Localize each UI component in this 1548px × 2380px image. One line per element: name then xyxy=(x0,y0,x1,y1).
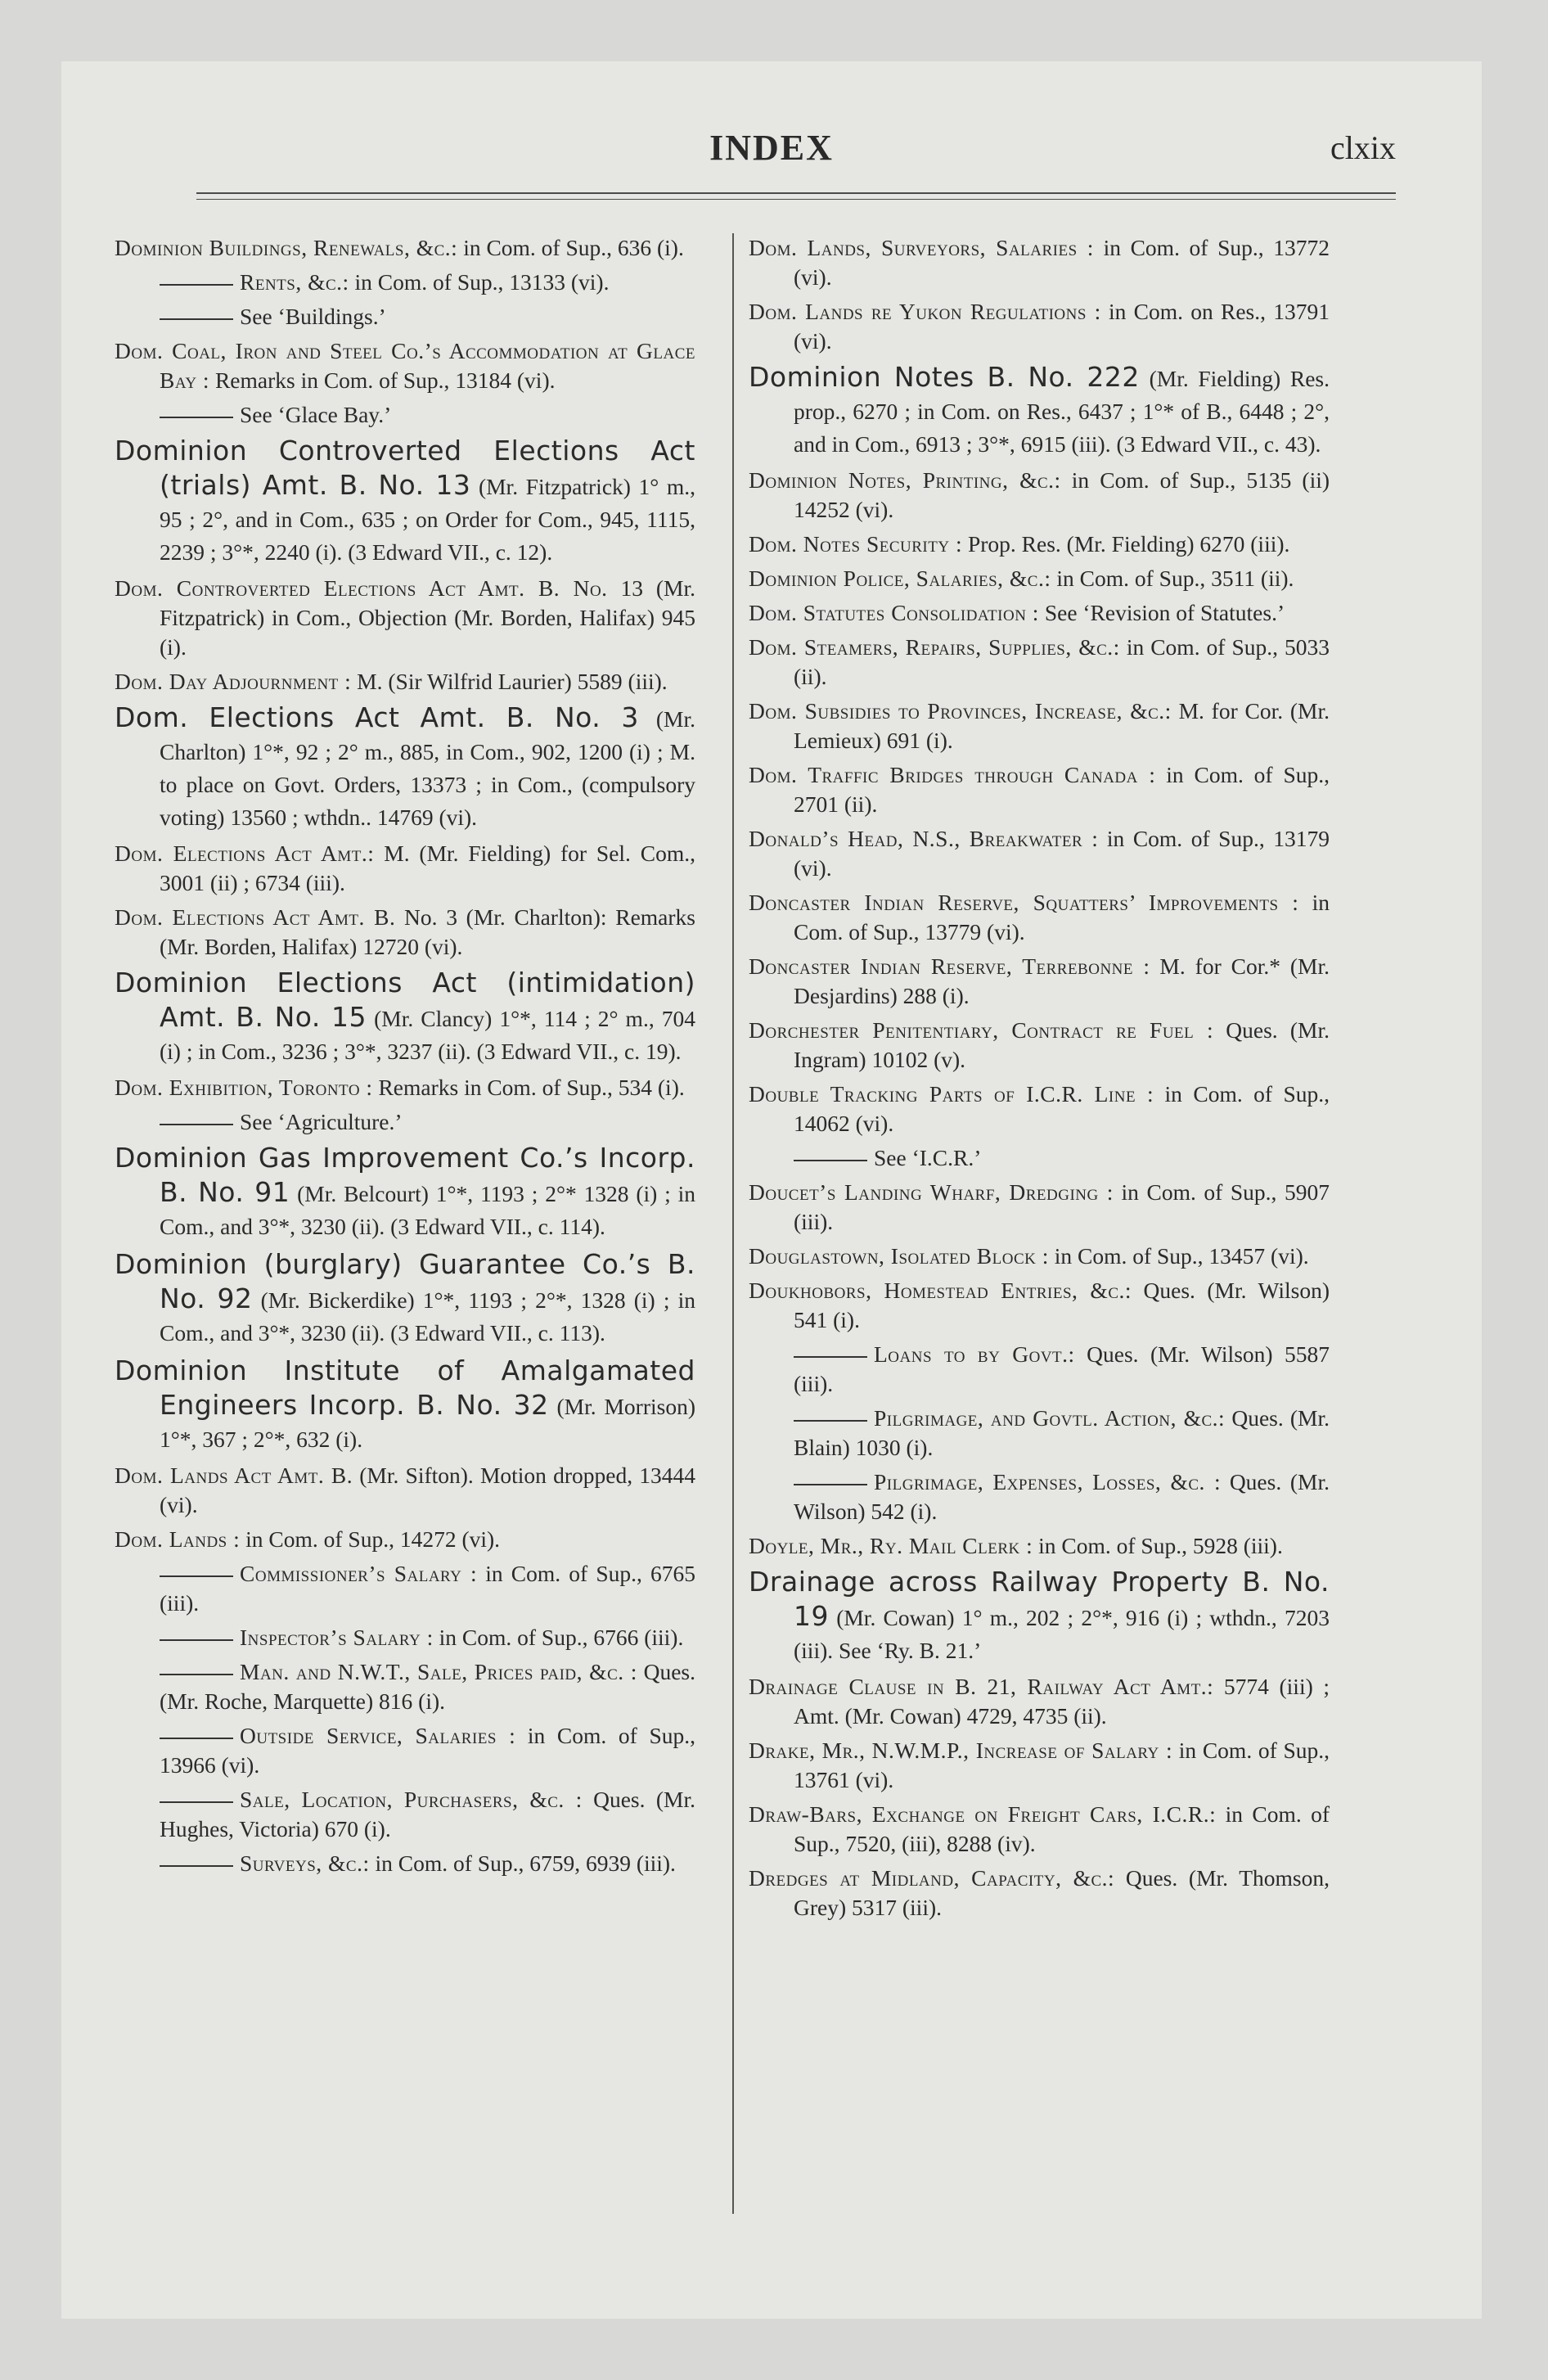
entry-references: M. (Sir Wilfrid Laurier) 5589 (iii). xyxy=(351,669,668,694)
entry-references: in Com. of Sup., 13133 (vi). xyxy=(349,269,610,295)
index-entry xyxy=(749,1178,1330,1237)
header-rule xyxy=(196,192,1396,194)
entry-references: See ‘Glace Bay.’ xyxy=(240,402,392,427)
entry-references: in Com. of Sup., 2701 (ii). xyxy=(794,762,1330,817)
index-entry xyxy=(749,1672,1330,1731)
entry-heading: Inspector’s Salary : xyxy=(240,1625,434,1650)
entry-references: in Com. of Sup., 13457 (vi). xyxy=(1048,1243,1309,1269)
entry-heading: Dom. Statutes Consolidation : xyxy=(749,600,1039,625)
index-entry xyxy=(115,701,695,834)
entry-references: (Mr. Fitzpatrick) 1° m., 95 ; 2°, and in Com., 635 ; on Order for Com., 945, 1115, 2239 ; 3°*, 2240 (i). (3 Edward VII., c. 12). xyxy=(160,474,695,565)
entry-references: 13 (Mr. Fitzpatrick) in Com., Objection (Mr. Borden, Halifax) 945 (i). xyxy=(160,575,695,660)
entry-references: in Com. of Sup., 5033 (ii). xyxy=(794,634,1330,689)
entry-references: Ques. (Mr. Roche, Marquette) 816 (i). xyxy=(160,1659,695,1714)
entry-references: (Mr. Belcourt) 1°*, 1193 ; 2°* 1328 (i) ; in Com., and 3°*, 3230 (ii). (3 Edward VII., c. 114). xyxy=(160,1181,696,1239)
entry-heading: Drainage across Railway Property B. No. 19 xyxy=(749,1566,1330,1632)
entry-references: (Mr. Sifton). Motion dropped, 13444 (vi). xyxy=(160,1463,695,1517)
entry-references: See ‘Buildings.’ xyxy=(240,304,386,329)
entry-references: in Com. of Sup., 13772 (vi). xyxy=(794,235,1330,290)
entry-references: in Com. of Sup., 6759, 6939 (iii). xyxy=(369,1850,676,1876)
index-subentry xyxy=(115,1849,695,1878)
index-entry xyxy=(115,839,695,898)
index-subentry xyxy=(115,1657,695,1716)
index-subentry xyxy=(115,302,695,331)
index-entry xyxy=(115,1355,695,1456)
entry-references: Ques. (Mr. Wilson) 542 (i). xyxy=(794,1469,1330,1524)
entry-heading: Dominion Buildings, Renewals, &c.: xyxy=(115,235,458,260)
entry-heading: Doncaster Indian Reserve, Terrebonne : xyxy=(749,953,1150,979)
index-entry xyxy=(115,667,695,696)
entry-references: in Com. of Sup., 13966 (vi). xyxy=(160,1723,695,1778)
index-entry xyxy=(749,1242,1330,1271)
entry-heading: Dominion Notes, Printing, &c.: xyxy=(749,467,1061,493)
ditto-dash xyxy=(160,1738,233,1739)
column-divider xyxy=(732,233,734,2214)
entry-heading: Dom. Exhibition, Toronto : xyxy=(115,1075,373,1100)
entry-references: Ques. (Mr. Thomson, Grey) 5317 (iii). xyxy=(794,1865,1330,1920)
entry-heading: Man. and N.W.T., Sale, Prices paid, &c. : xyxy=(240,1659,637,1684)
running-title: INDEX xyxy=(709,128,834,168)
entry-heading: Dom. Notes Security : xyxy=(749,531,963,557)
entry-heading: Dom. Steamers, Repairs, Supplies, &c.: xyxy=(749,634,1120,660)
header-rule-thin xyxy=(196,199,1396,200)
entry-references: in Com. of Sup., 5928 (iii). xyxy=(1033,1533,1283,1558)
index-entry xyxy=(115,1461,695,1520)
index-entry xyxy=(115,435,695,569)
ditto-dash xyxy=(794,1160,867,1161)
index-entry xyxy=(749,1276,1330,1335)
entry-references: Remarks in Com. of Sup., 534 (i). xyxy=(372,1075,685,1100)
index-entry xyxy=(749,696,1330,755)
ditto-dash xyxy=(160,1575,233,1577)
entry-heading: Rents, &c.: xyxy=(240,269,349,295)
entry-heading: Draw-Bars, Exchange on Freight Cars, I.C.R.: xyxy=(749,1801,1217,1827)
entry-heading: Dom. Lands Act Amt. B. xyxy=(115,1463,353,1488)
index-entry xyxy=(749,952,1330,1011)
entry-references: M. for Cor. (Mr. Lemieux) 691 (i). xyxy=(794,698,1330,753)
entry-heading: Surveys, &c.: xyxy=(240,1850,370,1876)
index-entry xyxy=(115,1142,695,1243)
ditto-dash xyxy=(160,1639,233,1641)
entry-heading: Loans to by Govt.: xyxy=(874,1341,1075,1367)
index-subentry xyxy=(115,1623,695,1652)
ditto-dash xyxy=(160,417,233,418)
index-entry xyxy=(115,1248,695,1350)
entry-heading: Dom. Elections Act Amt.: xyxy=(115,841,375,866)
index-entry xyxy=(115,1073,695,1102)
index-entry xyxy=(749,1531,1330,1561)
entry-references: Ques. (Mr. Ingram) 10102 (v). xyxy=(794,1017,1330,1072)
entry-references: in Com. of Sup., 14062 (vi). xyxy=(794,1081,1330,1136)
entry-references: Ques. (Mr. Wilson) 541 (i). xyxy=(794,1278,1330,1332)
entry-references: (Mr. Charlton) 1°*, 92 ; 2° m., 885, in Com., 902, 1200 (i) ; M. to place on Govt. Orders, 13373 ; in Com., (compulsory voting) 13560 ; wthdn.. 14769 (vi). xyxy=(160,706,696,830)
entry-references: in Com. of Sup., 7520, (iii), 8288 (iv). xyxy=(794,1801,1330,1856)
entry-references: (Mr. Bickerdike) 1°*, 1193 ; 2°*, 1328 (i) ; in Com., and 3°*, 3230 (ii). (3 Edward VII., c. 113). xyxy=(160,1287,695,1346)
entry-heading: Dominion (burglary) Guarantee Co.’s B. No. 92 xyxy=(115,1248,695,1314)
index-entry xyxy=(749,598,1330,628)
index-entry xyxy=(749,1016,1330,1075)
entry-references: Prop. Res. (Mr. Fielding) 6270 (iii). xyxy=(962,531,1290,557)
entry-heading: Doucet’s Landing Wharf, Dredging : xyxy=(749,1179,1114,1205)
entry-references: 5774 (iii) ; Amt. (Mr. Cowan) 4729, 4735 (ii). xyxy=(794,1674,1330,1729)
entry-references: Ques. (Mr. Blain) 1030 (i). xyxy=(794,1405,1330,1460)
entry-heading: Pilgrimage, Expenses, Losses, &c. : xyxy=(874,1469,1222,1494)
entry-references: (Mr. Clancy) 1°*, 114 ; 2° m., 704 (i) ; in Com., 3236 ; 3°*, 3237 (ii). (3 Edward VII., c. 19). xyxy=(160,1006,695,1064)
entry-references: (Mr. Morrison) 1°*, 367 ; 2°*, 632 (i). xyxy=(160,1394,695,1452)
entry-heading: Dominion Elections Act (intimidation) Amt. B. No. 15 xyxy=(115,967,695,1033)
entry-heading: Dominion Notes B. No. 222 xyxy=(749,361,1140,393)
entry-heading: Doyle, Mr., Ry. Mail Clerk : xyxy=(749,1533,1033,1558)
entry-heading: Dominion Controverted Elections Act (trials) Amt. B. No. 13 xyxy=(115,435,695,501)
index-entry xyxy=(749,233,1330,292)
entry-references: in Com. of Sup., 6766 (iii). xyxy=(433,1625,684,1650)
entry-heading: Doncaster Indian Reserve, Squatters’ Improvements : xyxy=(749,890,1299,915)
index-entry xyxy=(749,888,1330,947)
entry-heading: Dom. Lands re Yukon Regulations : xyxy=(749,299,1101,324)
index-subentry xyxy=(115,1107,695,1137)
entry-references: in Com. of Sup., 6765 (iii). xyxy=(160,1561,695,1616)
entry-references: M. for Cor.* (Mr. Desjardins) 288 (i). xyxy=(794,953,1330,1008)
index-subentry xyxy=(115,1559,695,1618)
ditto-dash xyxy=(794,1484,867,1485)
index-subentry xyxy=(749,1467,1330,1526)
index-entry xyxy=(749,1864,1330,1922)
entry-references: M. (Mr. Fielding) for Sel. Com., 3001 (ii) ; 6734 (iii). xyxy=(160,841,695,895)
entry-heading: Dom. Coal, Iron and Steel Co.’s Accommodation at Glace Bay : xyxy=(115,338,695,393)
entry-references: (Mr. Cowan) 1° m., 202 ; 2°*, 916 (i) ; wthdn., 7203 (iii). See ‘Ry. B. 21.’ xyxy=(794,1605,1330,1663)
index-subentry xyxy=(115,1721,695,1780)
index-entry xyxy=(749,564,1330,593)
scanned-page xyxy=(61,61,1482,2319)
entry-references: in Com. of Sup., 636 (i). xyxy=(457,235,684,260)
entry-heading: Drainage Clause in B. 21, Railway Act Amt.: xyxy=(749,1674,1214,1699)
entry-heading: Dom. Subsidies to Provinces, Increase, &c.: xyxy=(749,698,1172,723)
entry-heading: Dom. Controverted Elections Act Amt. B. No. xyxy=(115,575,608,601)
entry-references: No. 3 (Mr. Charlton): Remarks (Mr. Borden, Halifax) 12720 (vi). xyxy=(160,904,695,959)
entry-heading: Dom. Day Adjournment : xyxy=(115,669,352,694)
ditto-dash xyxy=(160,284,233,286)
page-number: clxix xyxy=(1330,129,1396,166)
ditto-dash xyxy=(160,1124,233,1125)
index-entry xyxy=(749,824,1330,883)
index-subentry xyxy=(115,400,695,430)
entry-references: in Com. of Sup., 5907 (iii). xyxy=(794,1179,1330,1234)
entry-heading: Outside Service, Salaries : xyxy=(240,1723,516,1748)
index-subentry xyxy=(115,1785,695,1844)
ditto-dash xyxy=(160,1865,233,1867)
entry-references: in Com. of Sup., 13779 (vi). xyxy=(794,890,1330,944)
entry-references: See ‘Agriculture.’ xyxy=(240,1109,403,1134)
entry-references: in Com. of Sup., 3511 (ii). xyxy=(1051,566,1294,591)
index-entry xyxy=(749,1800,1330,1859)
entry-references: (Mr. Fielding) Res. prop., 6270 ; in Com. on Res., 6437 ; 1°* of B., 6448 ; 2°, and in Com., 6913 ; 3°*, 6915 (iii). (3 Edward VII., c. 43). xyxy=(794,366,1330,457)
entry-heading: Dorchester Penitentiary, Contract re Fuel : xyxy=(749,1017,1214,1043)
index-entry xyxy=(115,336,695,395)
entry-references: Ques. (Mr. Wilson) 5587 (iii). xyxy=(794,1341,1330,1396)
entry-references: See ‘I.C.R.’ xyxy=(874,1145,982,1170)
page-header xyxy=(61,127,1482,192)
ditto-dash xyxy=(794,1356,867,1358)
ditto-dash xyxy=(160,1674,233,1675)
entry-heading: Dominion Institute of Amalgamated Engineers Incorp. B. No. 32 xyxy=(115,1355,695,1421)
index-entry xyxy=(115,574,695,662)
index-entry xyxy=(749,466,1330,525)
index-entry xyxy=(115,967,695,1068)
entry-references: in Com. of Sup., 13761 (vi). xyxy=(794,1738,1330,1792)
entry-heading: Double Tracking Parts of I.C.R. Line : xyxy=(749,1081,1154,1107)
ditto-dash xyxy=(160,318,233,320)
entry-heading: Dom. Elections Act Amt. B. xyxy=(115,904,396,930)
entry-references: See ‘Revision of Statutes.’ xyxy=(1038,600,1285,625)
entry-heading: Doukhobors, Homestead Entries, &c.: xyxy=(749,1278,1132,1303)
entry-heading: Dom. Traffic Bridges through Canada : xyxy=(749,762,1156,787)
entry-heading: Donald’s Head, N.S., Breakwater : xyxy=(749,826,1099,851)
entry-heading: Dominion Police, Salaries, &c.: xyxy=(749,566,1051,591)
index-entry xyxy=(749,297,1330,356)
entry-heading: Dom. Lands : xyxy=(115,1526,241,1552)
index-subentry xyxy=(749,1404,1330,1463)
entry-heading: Commissioner’s Salary : xyxy=(240,1561,478,1586)
index-entry xyxy=(749,361,1330,461)
ditto-dash xyxy=(160,1801,233,1803)
index-entry xyxy=(749,633,1330,692)
ditto-dash xyxy=(794,1420,867,1422)
index-subentry xyxy=(749,1143,1330,1173)
entry-heading: Douglastown, Isolated Block : xyxy=(749,1243,1049,1269)
index-entry xyxy=(115,903,695,962)
index-subentry xyxy=(115,268,695,297)
index-entry xyxy=(749,1566,1330,1667)
left-column xyxy=(115,233,695,1883)
entry-references: Remarks in Com. of Sup., 13184 (vi). xyxy=(209,367,556,393)
entry-heading: Dom. Elections Act Amt. B. No. 3 xyxy=(115,701,639,733)
index-entry xyxy=(749,760,1330,819)
entry-references: in Com. on Res., 13791 (vi). xyxy=(794,299,1330,354)
entry-heading: Sale, Location, Purchasers, &c. : xyxy=(240,1787,583,1812)
index-entry xyxy=(749,1080,1330,1138)
entry-heading: Dom. Lands, Surveyors, Salaries : xyxy=(749,235,1094,260)
index-entry xyxy=(749,1736,1330,1795)
right-column xyxy=(749,233,1330,1927)
index-subentry xyxy=(749,1340,1330,1399)
entry-heading: Pilgrimage, and Govtl. Action, &c.: xyxy=(874,1405,1226,1431)
entry-references: in Com. of Sup., 13179 (vi). xyxy=(794,826,1330,881)
entry-heading: Dredges at Midland, Capacity, &c.: xyxy=(749,1865,1115,1891)
entry-references: Ques. (Mr. Hughes, Victoria) 670 (i). xyxy=(160,1787,695,1841)
index-entry xyxy=(115,233,695,263)
index-entry xyxy=(749,530,1330,559)
entry-heading: Dominion Gas Improvement Co.’s Incorp. B. No. 91 xyxy=(115,1142,695,1208)
entry-references: in Com. of Sup., 14272 (vi). xyxy=(240,1526,501,1552)
entry-references: in Com. of Sup., 5135 (ii) 14252 (vi). xyxy=(794,467,1330,522)
index-entry xyxy=(115,1525,695,1554)
entry-heading: Drake, Mr., N.W.M.P., Increase of Salary : xyxy=(749,1738,1173,1763)
